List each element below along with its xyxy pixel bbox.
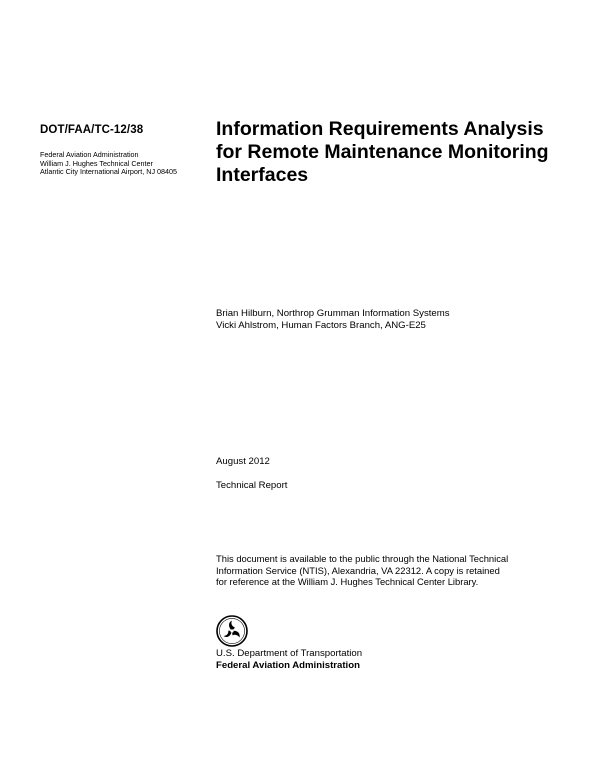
publication-date: August 2012 xyxy=(216,456,270,467)
author-line: Brian Hilburn, Northrop Grumman Information Systems xyxy=(216,308,450,319)
agency-block xyxy=(216,648,362,672)
authors-block xyxy=(216,308,450,332)
report-number: DOT/FAA/TC-12/38 xyxy=(40,124,144,136)
author-line: Vicki Ahlstrom, Human Factors Branch, ANG-E25 xyxy=(216,320,426,331)
report-type: Technical Report xyxy=(216,480,288,491)
title-line: Interfaces xyxy=(216,164,309,186)
availability-statement xyxy=(216,553,508,588)
issuer-line: Federal Aviation Administration xyxy=(40,150,139,159)
issuer-block xyxy=(40,151,177,177)
availability-line: This document is available to the public through the National Technical xyxy=(216,553,509,564)
availability-line: Information Service (NTIS), Alexandria, VA 22312. A copy is retained xyxy=(216,564,500,576)
title-line: Information Requirements Analysis xyxy=(216,118,544,140)
title-line: for Remote Maintenance Monitoring xyxy=(216,141,549,163)
department-name: U.S. Department of Transportation xyxy=(216,648,363,659)
administration-name: Federal Aviation Administration xyxy=(216,660,360,671)
issuer-line: Atlantic City International Airport, NJ 08405 xyxy=(40,167,178,177)
document-title xyxy=(216,118,586,187)
availability-line: for reference at the William J. Hughes Technical Center Library. xyxy=(216,576,479,588)
issuer-line: William J. Hughes Technical Center xyxy=(40,158,153,168)
dot-triskelion-seal-icon xyxy=(216,615,248,647)
